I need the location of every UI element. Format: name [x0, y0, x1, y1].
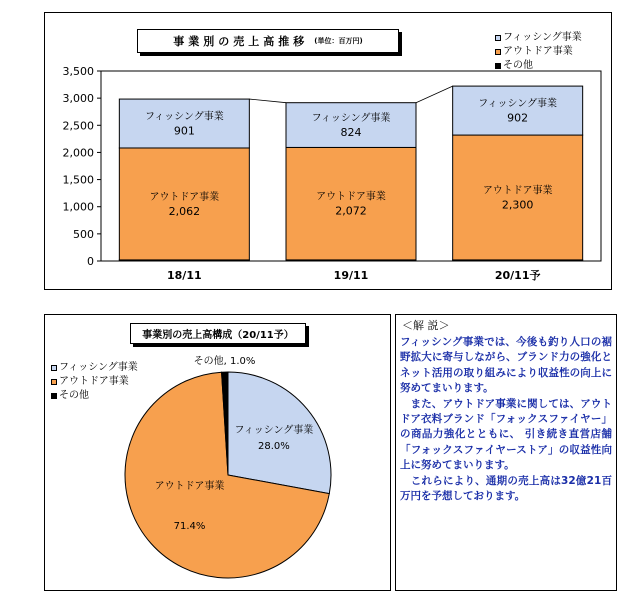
y-tick-label: 500 [73, 227, 94, 241]
x-tick-label: 18/11 [167, 269, 202, 282]
bar-outdoor-segment [286, 147, 416, 259]
pie-label-other: その他, 1.0% [193, 356, 256, 368]
bar-outdoor-value-label: 2,300 [501, 198, 534, 212]
bar-fishing-series-label: フィッシング事業 [478, 98, 558, 110]
legend-label-other: その他 [503, 60, 533, 71]
legend-item-outdoor [495, 45, 582, 59]
y-tick-label: 2,000 [62, 146, 94, 160]
pie-chart-svg [45, 315, 390, 590]
bar-fishing-value-label: 902 [507, 111, 529, 125]
pie-chart-legend [51, 361, 138, 403]
bar-fishing-segment [453, 86, 583, 135]
pie-legend-item-other [51, 389, 138, 403]
pie-label-fishing-name: フィッシング事業 [234, 424, 314, 436]
pie-legend-swatch-outdoor [51, 379, 57, 385]
bar-chart-title: 事業別の売上高推移 [173, 35, 309, 48]
legend-swatch-other [495, 63, 501, 69]
legend-swatch-outdoor [495, 49, 501, 55]
legend-item-other [495, 59, 582, 73]
y-tick-label: 0 [87, 255, 94, 268]
legend-swatch-fishing [495, 35, 501, 41]
y-tick-label: 3,000 [62, 92, 94, 106]
legend-label-fishing: フィッシング事業 [503, 32, 582, 43]
y-tick-label: 3,500 [62, 65, 94, 78]
bar-outdoor-segment [119, 148, 249, 260]
explanation-paragraph-2: また、アウトドア事業に関しては、アウトドア衣料ブランド「フォックスファイヤー」の商品力強化とともに、 引き続き直営店舗「フォックスファイヤーストア」の収益性向上に努めてまいります。 [400, 397, 612, 472]
bar-chart-panel [44, 12, 612, 290]
bar-outdoor-value-label: 2,062 [168, 204, 201, 218]
bar-fishing-series-label: フィッシング事業 [144, 111, 224, 123]
explanation-panel [395, 314, 617, 591]
y-tick-label: 1,500 [62, 173, 94, 187]
bar-fishing-series-label: フィッシング事業 [311, 113, 391, 125]
pie-legend-label-outdoor: アウトドア事業 [59, 376, 129, 387]
x-tick-label: 19/11 [333, 269, 369, 282]
bar-chart-title-box [137, 29, 399, 53]
pie-label-outdoor-value: 71.4% [173, 521, 206, 533]
explanation-paragraph-1: フィッシング事業では、今後も釣り人口の裾野拡大に寄与しながら、ブランド力の強化とネット活用の取り組みにより収益性の向上に努めてまいります。 [400, 336, 612, 395]
legend-label-outdoor: アウトドア事業 [503, 46, 573, 57]
bar-outdoor-series-label: アウトドア事業 [149, 191, 220, 203]
legend-item-fishing [495, 31, 582, 45]
y-tick-label: 2,500 [62, 119, 94, 133]
pie-chart-panel [44, 314, 391, 591]
y-tick-label: 1,000 [62, 200, 94, 214]
pie-label-outdoor-name: アウトドア事業 [154, 481, 225, 493]
pie-legend-swatch-other [51, 393, 57, 399]
pie-chart-title-box [130, 323, 306, 344]
bar-outdoor-series-label: アウトドア事業 [482, 185, 553, 197]
explanation-title: ＜解 説＞ [402, 319, 450, 332]
pie-legend-item-outdoor [51, 375, 138, 389]
bar-fishing-segment [286, 103, 416, 148]
bar-outdoor-segment [453, 135, 583, 260]
explanation-body [400, 335, 612, 504]
bar-outdoor-series-label: アウトドア事業 [316, 191, 386, 203]
bar-fishing-value-label: 824 [340, 126, 362, 140]
pie-chart-title: 事業別の売上高構成（20/11予） [142, 330, 294, 341]
x-tick-label: 20/11予 [494, 269, 541, 282]
pie-label-fishing-value: 28.0% [258, 440, 290, 452]
bar-fishing-value-label: 901 [173, 124, 195, 138]
pie-legend-label-other: その他 [59, 390, 89, 401]
pie-legend-item-fishing [51, 361, 138, 375]
explanation-paragraph-3: これらにより、通期の売上高は32億21百万円を予想しております。 [400, 474, 612, 503]
bar-chart-unit: (単位：百万円) [314, 37, 363, 45]
bar-fishing-segment [119, 99, 249, 148]
bar-chart-legend [495, 31, 582, 73]
pie-legend-label-fishing: フィッシング事業 [59, 362, 138, 373]
bar-outdoor-value-label: 2,072 [335, 204, 367, 218]
pie-legend-swatch-fishing [51, 365, 57, 371]
